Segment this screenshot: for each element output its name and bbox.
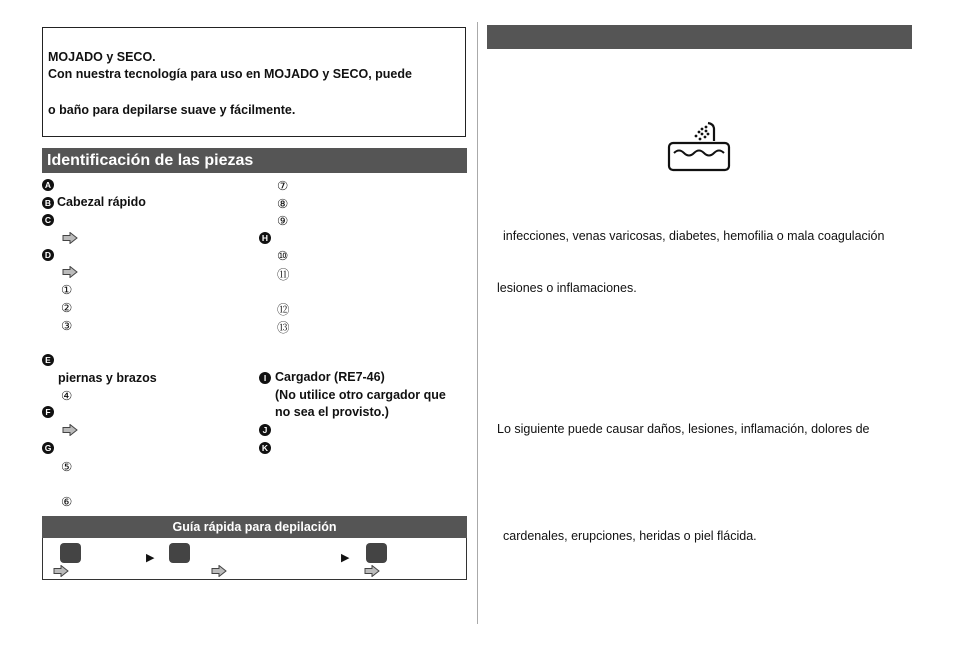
part-i-label: Cargador (RE7-46): [275, 370, 385, 384]
right-text-line-4: cardenales, erupciones, heridas o piel flácida.: [503, 529, 757, 543]
part-letter-j: J: [259, 424, 271, 436]
right-text-line-1: infecciones, venas varicosas, diabetes, hemofilia o mala coagulación: [503, 229, 885, 243]
part-number-10: ⑩: [277, 248, 289, 263]
intro-line-2: Con nuestra tecnología para uso en MOJADO y SECO, puede: [48, 67, 412, 81]
part-letter-b: B: [42, 197, 54, 209]
part-letter-a: A: [42, 179, 54, 191]
right-text-line-2: lesiones o inflamaciones.: [497, 281, 637, 295]
intro-box: [42, 27, 466, 137]
part-i-note-2: no sea el provisto.): [275, 405, 389, 419]
part-number-3: ③: [61, 318, 73, 333]
step-button-3: [366, 543, 387, 563]
quick-guide-title: Guía rápida para depilación: [42, 516, 467, 538]
part-e-label: piernas y brazos: [58, 371, 157, 385]
section-title-parts: Identificación de las piezas: [42, 148, 467, 173]
part-number-9: ⑨: [277, 213, 289, 228]
right-text-line-3: Lo siguiente puede causar daños, lesiones, inflamación, dolores de: [497, 422, 870, 436]
part-number-5: ⑤: [61, 459, 73, 474]
part-number-2: ②: [61, 300, 73, 315]
column-divider: [477, 22, 478, 624]
part-letter-g: G: [42, 442, 54, 454]
part-number-8: ⑧: [277, 196, 289, 211]
bath-shower-icon: [666, 121, 732, 173]
step-button-2: [169, 543, 190, 563]
part-letter-c: C: [42, 214, 54, 226]
part-number-1: ①: [61, 282, 73, 297]
right-arrow-icon: [211, 565, 227, 577]
intro-line-3: o baño para depilarse suave y fácilmente.: [48, 103, 296, 117]
part-b-label: Cabezal rápido: [57, 195, 146, 209]
step-separator: ▶: [146, 552, 155, 564]
part-number-11: ⑪: [277, 267, 290, 282]
step-separator: ▶: [341, 552, 350, 564]
part-letter-f: F: [42, 406, 54, 418]
right-arrow-icon: [62, 266, 78, 278]
part-letter-e: E: [42, 354, 54, 366]
part-number-12: ⑫: [277, 302, 290, 317]
right-arrow-icon: [62, 424, 78, 436]
part-number-4: ④: [61, 388, 73, 403]
right-arrow-icon: [364, 565, 380, 577]
right-arrow-icon: [53, 565, 69, 577]
part-letter-d: D: [42, 249, 54, 261]
step-button-1: [60, 543, 81, 563]
intro-line-1: MOJADO y SECO.: [48, 50, 156, 64]
part-i-note-1: (No utilice otro cargador que: [275, 388, 446, 402]
right-arrow-icon: [62, 232, 78, 244]
part-number-6: ⑥: [61, 494, 73, 509]
part-number-7: ⑦: [277, 178, 289, 193]
part-letter-i: I: [259, 372, 271, 384]
right-section-bar: [487, 25, 912, 49]
part-number-13: ⑬: [277, 320, 290, 335]
part-letter-k: K: [259, 442, 271, 454]
part-letter-h: H: [259, 232, 271, 244]
